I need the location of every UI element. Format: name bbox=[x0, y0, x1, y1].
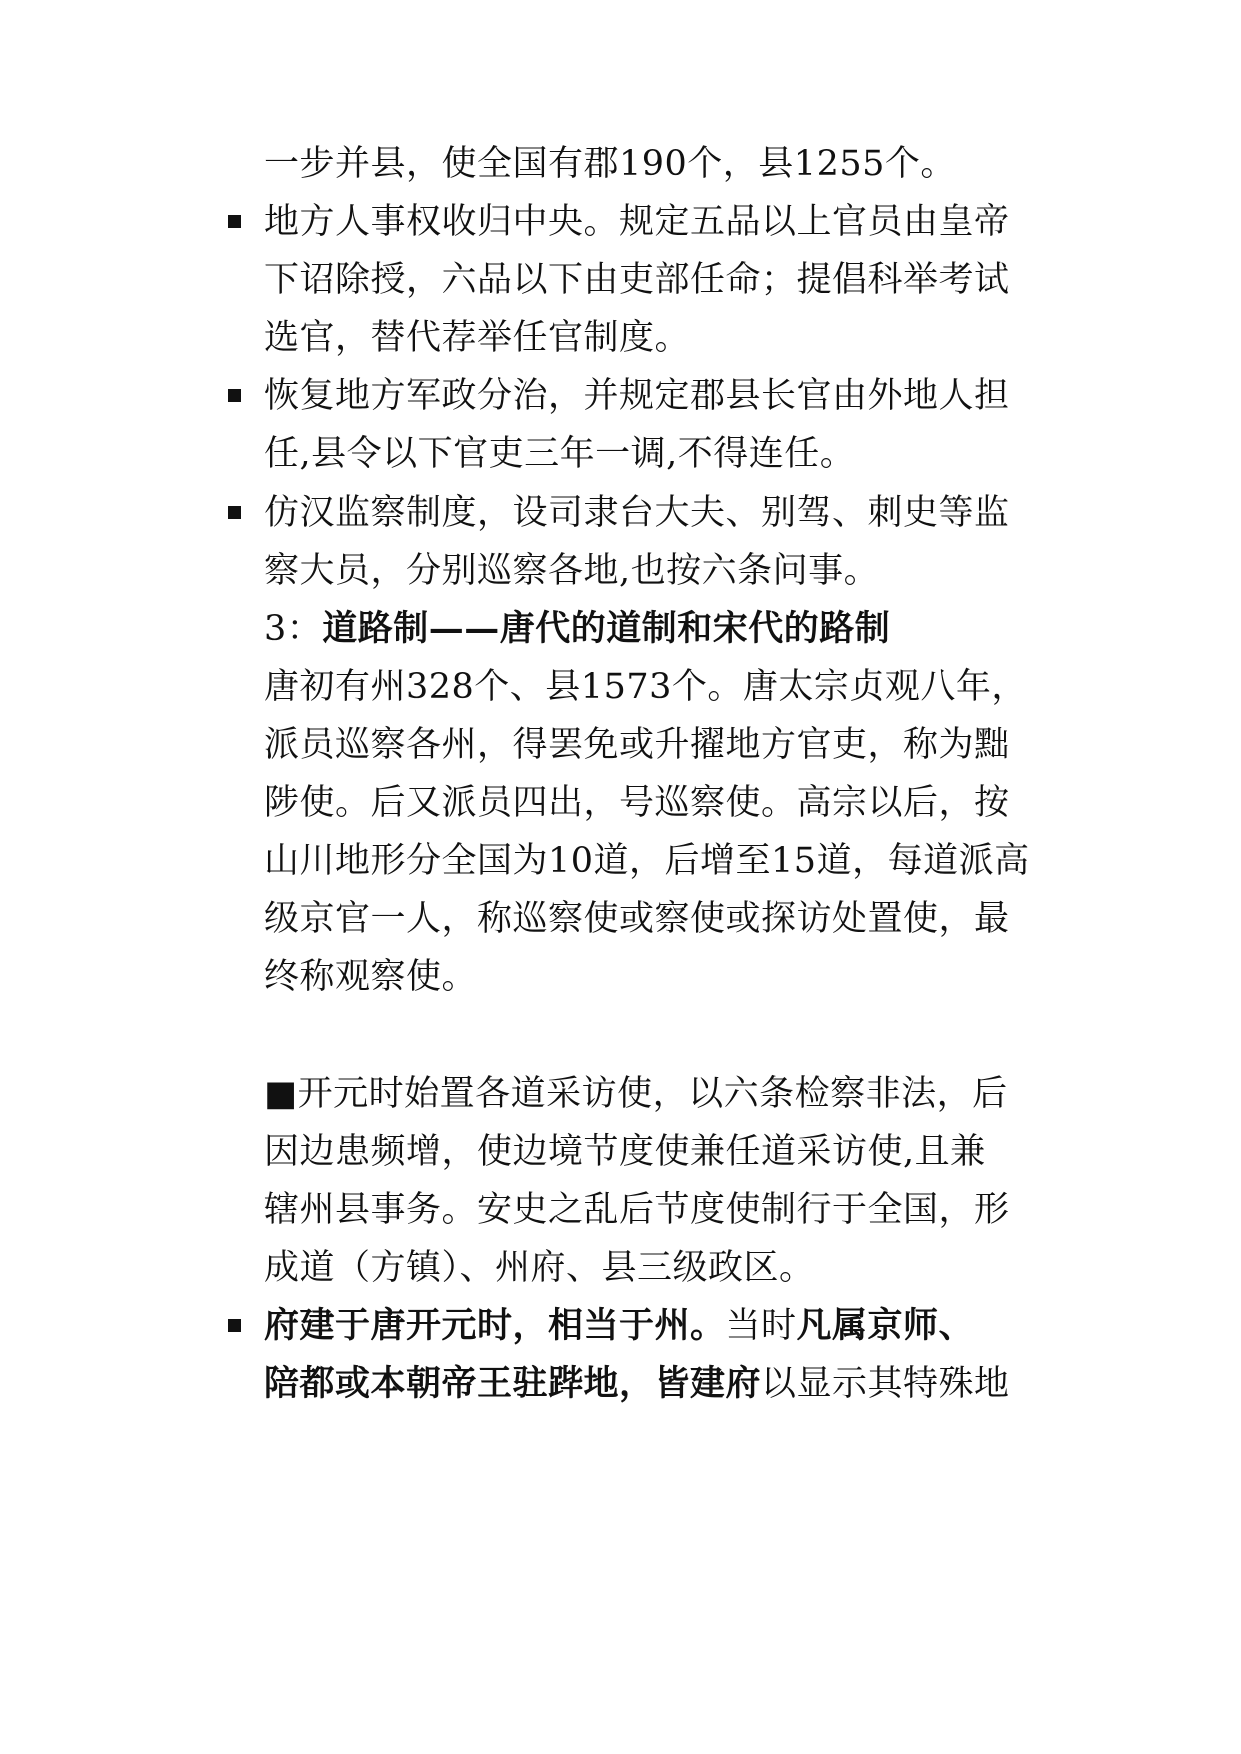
para2-line3: 陟使。后又派员四出，号巡察使。高宗以后，按 bbox=[264, 783, 1010, 823]
para2-line5: 级京官一人，称巡察使或察使或探访处置使，最 bbox=[264, 899, 1010, 939]
bullet-square-icon bbox=[228, 215, 241, 228]
bullet4-line1-normal: 当时 bbox=[725, 1306, 797, 1346]
section-title: 道路制——唐代的道制和宋代的路制 bbox=[322, 608, 891, 649]
bullet1-line3: 选官，替代荐举任官制度。 bbox=[264, 318, 691, 358]
para1-line1: 一步并县，使全国有郡190个，县1255个。 bbox=[264, 144, 956, 184]
bullet4-line1-bold2: 凡属京师、 bbox=[796, 1306, 975, 1346]
para2-line6: 终称观察使。 bbox=[264, 957, 478, 997]
bullet-square-icon bbox=[228, 506, 241, 519]
bullet4-line2-normal: 以显示其特殊地 bbox=[761, 1364, 1010, 1404]
bullet3-line1: 仿汉监察制度，设司隶台大夫、别驾、刺史等监 bbox=[264, 493, 1010, 533]
bullet4-line2 bbox=[264, 1362, 1010, 1406]
para3-line2: 因边患频增，使边境节度使兼任道采访使,且兼 bbox=[264, 1132, 986, 1172]
para3-line3: 辖州县事务。安史之乱后节度使制行于全国，形 bbox=[264, 1190, 1010, 1230]
bullet1-line1: 地方人事权收归中央。规定五品以上官员由皇帝 bbox=[264, 202, 1010, 242]
para2-line4: 山川地形分全国为10道，后增至15道，每道派高 bbox=[264, 841, 1030, 881]
para3-line1: ■开元时始置各道采访使，以六条检察非法，后 bbox=[264, 1074, 1008, 1114]
bullet4-line1-bold: 府建于唐开元时，相当于州。 bbox=[264, 1306, 726, 1346]
bullet4-line2-bold: 陪都或本朝帝王驻跸地，皆建府 bbox=[264, 1364, 762, 1404]
bullet-square-icon bbox=[228, 389, 241, 402]
para2-line2: 派员巡察各州，得罢免或升擢地方官吏，称为黜 bbox=[264, 725, 1010, 765]
bullet2-line2: 任,县令以下官吏三年一调,不得连任。 bbox=[264, 434, 856, 474]
bullet-square-icon bbox=[228, 1319, 241, 1332]
bullet1-line2: 下诏除授，六品以下由吏部任命；提倡科举考试 bbox=[264, 260, 1010, 300]
bullet2-line1: 恢复地方军政分治，并规定郡县长官由外地人担 bbox=[264, 376, 1010, 416]
para2-line1: 唐初有州328个、县1573个。唐太宗贞观八年， bbox=[264, 667, 1027, 707]
section-number: 3： bbox=[264, 609, 323, 649]
section-heading bbox=[264, 607, 890, 651]
bullet4-line1 bbox=[264, 1304, 974, 1348]
bullet3-line2: 察大员，分别巡察各地,也按六条问事。 bbox=[264, 551, 880, 591]
para3-line4: 成道（方镇）、州府、县三级政区。 bbox=[264, 1248, 815, 1288]
